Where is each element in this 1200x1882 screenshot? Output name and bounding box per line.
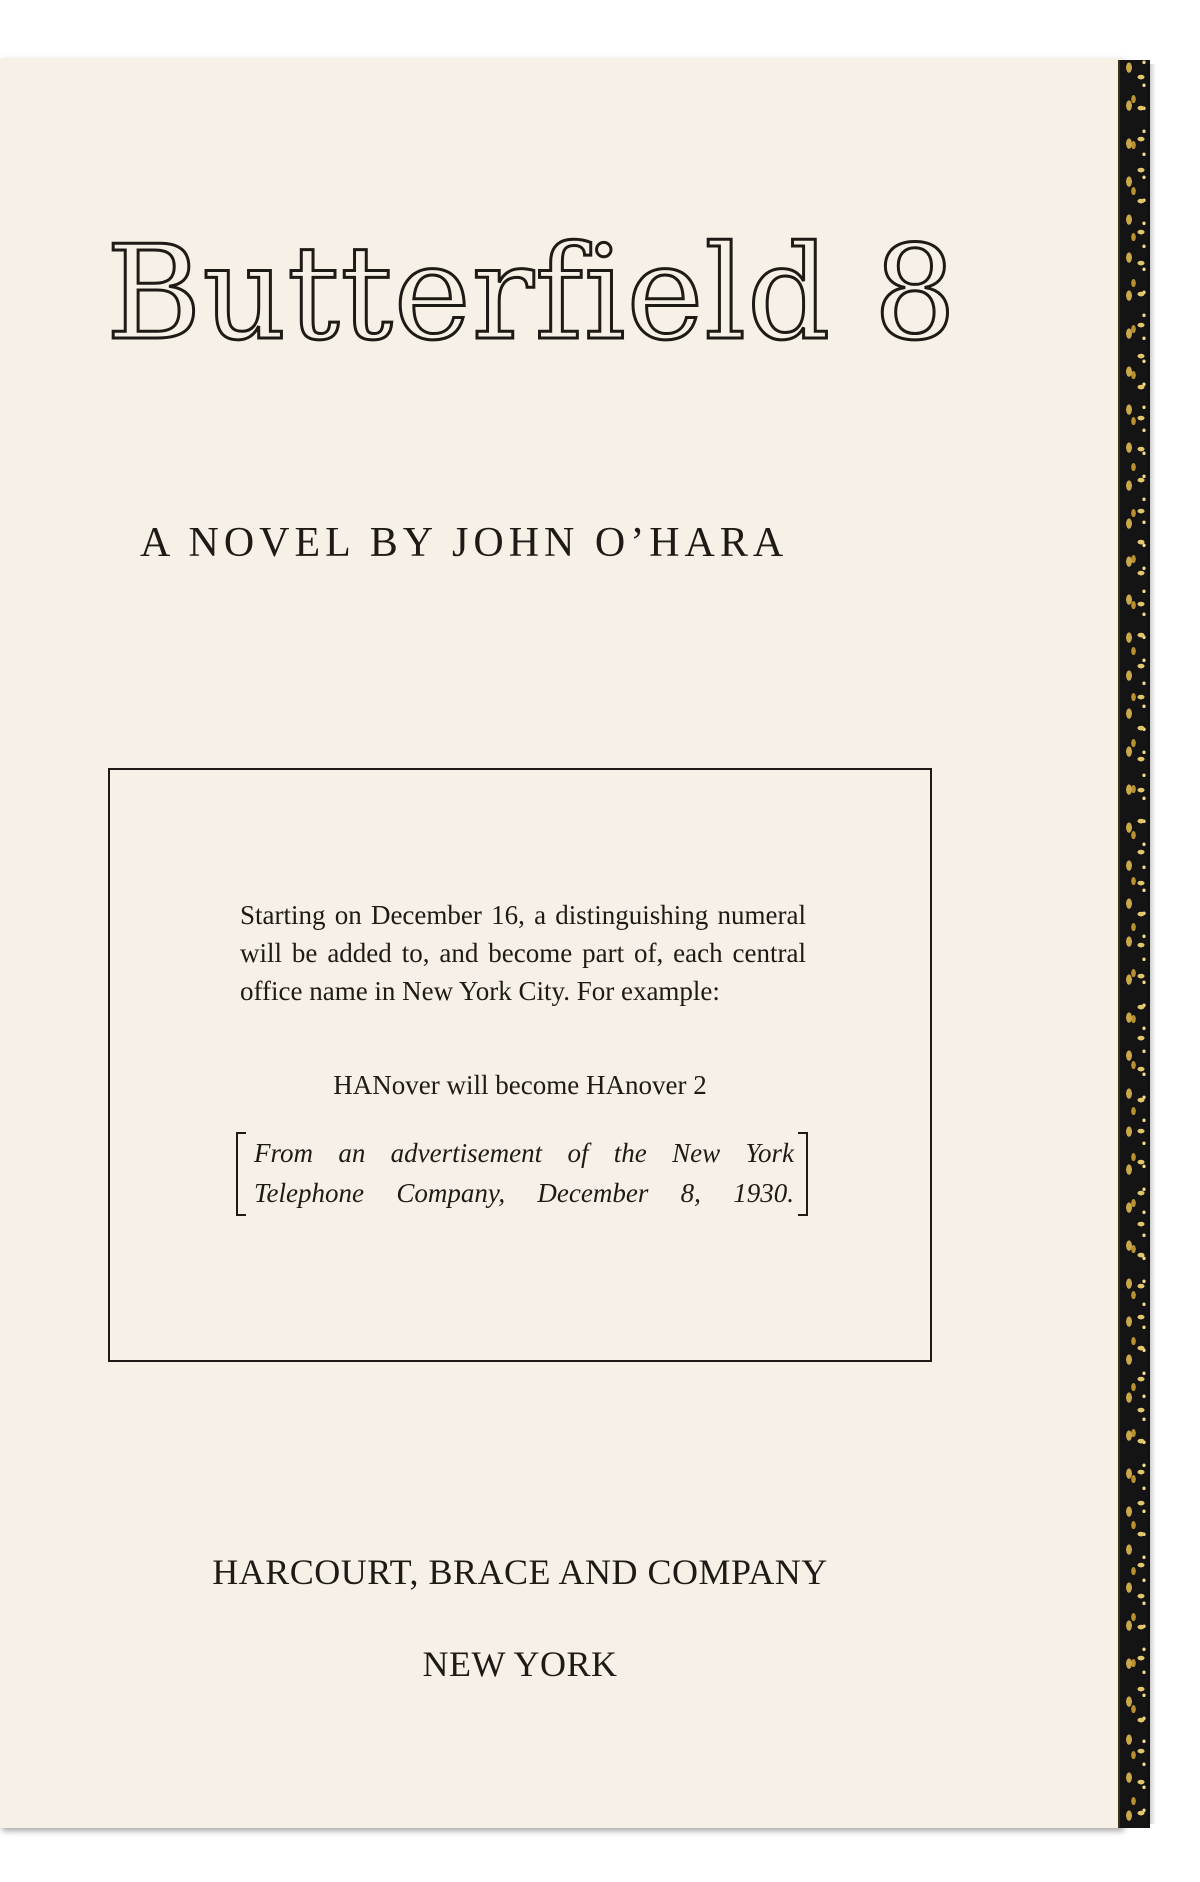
book-title: Butterfield 8: [106, 217, 958, 369]
epigraph-box: [108, 768, 932, 1362]
book-page: [0, 58, 1122, 1828]
citation-line: Telephone Company, December 8, 1930.: [254, 1178, 794, 1208]
author-byline: A NOVEL BY JOHN O’HARA: [140, 520, 789, 566]
publisher-name: HARCOURT, BRACE AND COMPANY: [212, 1552, 828, 1592]
page-shadow: [1148, 64, 1156, 1824]
epigraph-text: Starting on December 16, a distinguishing numeral will be added to, and become part of, each central office name in New York City. For example:: [240, 900, 806, 1006]
publisher-place: NEW YORK: [422, 1644, 618, 1684]
epigraph-citation: [236, 1132, 808, 1216]
gilt-page-edge: [1118, 60, 1150, 1828]
citation-line: From an advertisement of the New York: [254, 1138, 794, 1168]
epigraph-example: HANover will become HAnover 2: [333, 1070, 707, 1100]
